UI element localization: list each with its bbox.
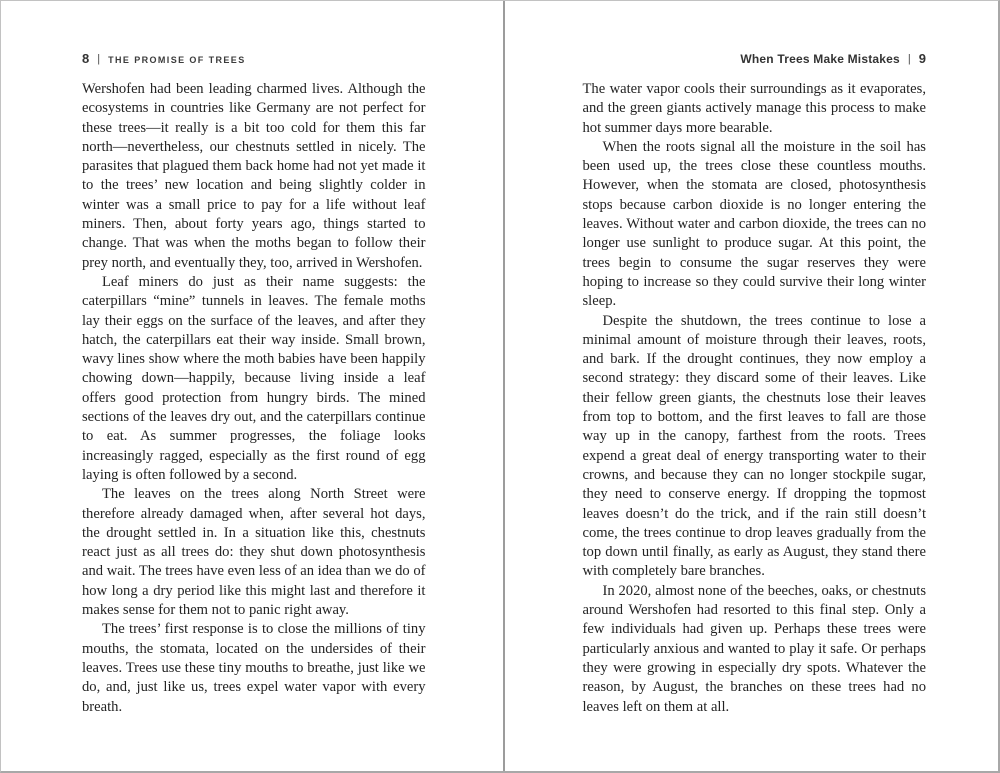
paragraph: The leaves on the trees along North Street were therefore already damaged when, after several hot days, the drought settled in. In a situation like this, chestnuts react just as all trees do: they shut down photosynthesis and wait. The trees have even less of an idea than we do of how long a dry period like this might last and therefore it makes sense for them not to panic right away. xyxy=(82,486,426,619)
body-text-left xyxy=(82,80,426,717)
paragraph: Despite the shutdown, the trees continue to lose a minimal amount of moisture through their leaves, roots, and bark. If the drought continues, they now employ a second strategy: they discard some of their leaves. Like their fellow green giants, the chestnuts lose their leaves from top to bottom, and the first leaves to fall are those way up in the canopy, farthest from the roots. Trees expend a great deal of energy transporting water to their crowns, and because they can no longer stockpile sugar, they need to conserve energy. If dropping the topmost leaves doesn’t do the trick, and if the rain still doesn’t come, the trees continue to drop leaves gradually from the top down until finally, as early as August, they stand there with completely bare branches. xyxy=(582,312,926,580)
page-right xyxy=(505,1,999,771)
header-separator-left: | xyxy=(97,53,101,65)
running-head-title-right: When Trees Make Mistakes xyxy=(740,52,900,66)
paragraph: The trees’ first response is to close the millions of tiny mouths, the stomata, located on the undersides of their leaves. Trees use these tiny mouths to breathe, just like we do, and, just like us, trees expel water vapor with every breath. xyxy=(82,621,426,715)
paragraph: The water vapor cools their surroundings as it evaporates, and the green giants actively manage this process to make hot summer days more bearable. xyxy=(582,81,926,136)
paragraph: In 2020, almost none of the beeches, oaks, or chestnuts around Wershofen had resorted to this final step. Only a few individuals had given up. Perhaps these trees were particularly anxious and wanted to play it safe. Or perhaps they were growing in especially dry spots. Whatever the reason, by August, the branches on these trees had no leaves left on them at all. xyxy=(582,582,926,715)
page-number-left: 8 xyxy=(82,51,90,66)
paragraph: When the roots signal all the moisture in the soil has been used up, the trees close these countless mouths. However, when the stomata are closed, photosynthesis stops because carbon dioxide is no longer entering the leaves. Without water and carbon dioxide, the trees can no longer use sunlight to produce sugar. At this point, the trees begin to consume the sugar reserves they were hoping to increase so they could survive their long winter sleep. xyxy=(582,138,926,310)
paragraph: Wershofen had been leading charmed lives. Although the ecosystems in countries like Germany are not perfect for these trees—it really is a bit too cold for them this far north—nevertheless, our chestnuts settled in nicely. The parasites that plagued them back home had not yet made it to the trees’ new location and being slightly colder in winter was a small price to pay for a life without leaf miners. Then, about forty years ago, things started to change. That was when the moths began to follow their prey north, and eventually they, too, arrived in Wershofen. xyxy=(82,81,426,271)
body-text-right xyxy=(583,80,927,717)
running-head-title-left: THE PROMISE OF TREES xyxy=(108,55,246,65)
paragraph: Leaf miners do just as their name suggests: the caterpillars “mine” tunnels in leaves. The female moths lay their eggs on the surface of the leaves, and after they hatch, the caterpillars eat their way inside. Small brown, wavy lines show where the moth babies have been happily chowing down—happily, because living inside a leaf offers good protection from hungry birds. The mined sections of the leaves dry out, and the caterpillars continue to eat. As summer progresses, the foliage looks increasingly ragged, especially as the first round of egg laying is often followed by a second. xyxy=(82,273,426,483)
running-head-left xyxy=(82,51,426,67)
page-left xyxy=(1,1,503,771)
header-separator-right: | xyxy=(907,53,911,65)
running-head-right xyxy=(583,51,927,67)
page-number-right: 9 xyxy=(918,51,926,66)
